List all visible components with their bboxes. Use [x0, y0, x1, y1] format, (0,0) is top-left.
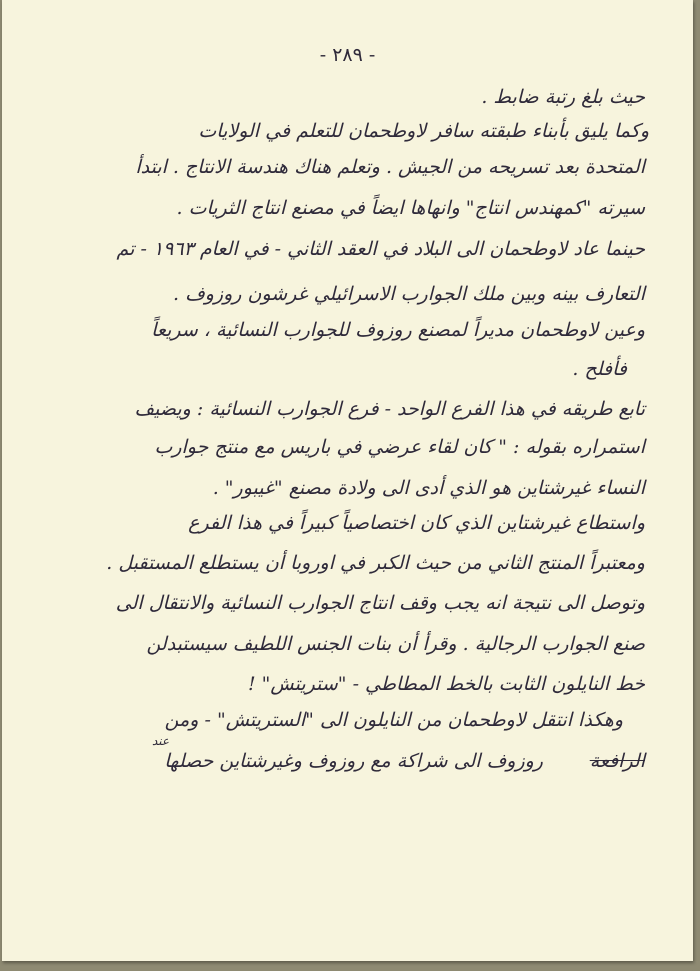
text-line: المتحدة بعد تسريحه من الجيش . وتعلم هناك هندسة الانتاج . ابتدأ [135, 156, 645, 178]
inserted-word: عند [152, 734, 170, 748]
text-line: وكما يليق بأبناء طبقته سافر لاوطحمان للتعلم في الولايات [198, 120, 649, 142]
text-line: وعين لاوطحمان مديراً لمصنع روزوف للجوارب النسائية ، سريعاً [151, 319, 645, 341]
text-line: حينما عاد لاوطحمان الى البلاد في العقد الثاني - في العام ١٩٦٣ - تم [116, 238, 645, 260]
text-line: روزوف الى شراكة مع روزوف وغيرشتاين حصلها [164, 750, 543, 772]
text-line: واستطاع غيرشتاين الذي كان اختصاصياً كبيراً في هذا الفرع [188, 512, 645, 534]
text-line: حيث بلغ رتبة ضابط . [481, 86, 645, 108]
text-line: تابع طريقه في هذا الفرع الواحد - فرع الجوارب النسائية : ويضيف [134, 398, 645, 420]
manuscript-page [2, 0, 693, 961]
text-line: وتوصل الى نتيجة انه يجب وقف انتاج الجوارب النسائية والانتقال الى [115, 592, 645, 614]
text-line: سيرته "كمهندس انتاج" وانهاها ايضاً في مصنع انتاج الثريات . [176, 197, 645, 219]
text-line: فأفلح . [572, 358, 627, 380]
text-line: وهكذا انتقل لاوطحمان من النايلون الى "الستريتش" - ومن [164, 709, 623, 731]
struck-word: الرافعة [589, 750, 645, 772]
text-line: استمراره بقوله : " كان لقاء عرضي في باريس مع منتج جوارب [154, 436, 645, 458]
page-number: - ٢٨٩ - [319, 44, 376, 66]
text-line: التعارف بينه وبين ملك الجوارب الاسرائيلي غرشون روزوف . [172, 283, 645, 305]
text-line: خط النايلون الثابت بالخط المطاطي - "ستريتش" ! [248, 673, 645, 695]
text-line: ومعتبراً المنتج الثاني من حيث الكبر في اوروبا أن يستطلع المستقبل . [106, 552, 645, 574]
text-line: النساء غيرشتاين هو الذي أدى الى ولادة مصنع "غيبور" . [212, 477, 645, 499]
text-line: صنع الجوارب الرجالية . وقرأ أن بنات الجنس اللطيف سيستبدلن [146, 633, 645, 655]
